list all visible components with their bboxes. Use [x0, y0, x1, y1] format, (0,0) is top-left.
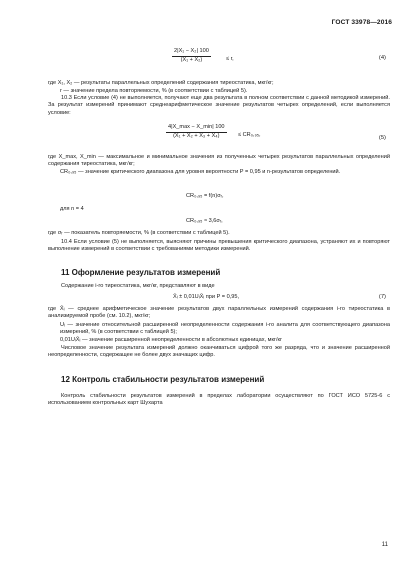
section-11-where-2: Uᵢ — значение относительной расширенной неопределенности содержания i-го аналита для соответствующего диапазона измерений, % (в соответствии с таблицей 5);: [60, 322, 390, 336]
standard-header: ГОСТ 33978—2016: [331, 19, 392, 26]
equation-5-numerator: 4|X_max − X_min| 100: [168, 124, 225, 130]
equation-7-number: (7): [378, 294, 386, 300]
equation-5-fraction: [166, 124, 227, 140]
equation-5-number: (5): [378, 135, 386, 141]
formula-cr-fn: CR₀,₉₅ = f(n)σᵣ,: [186, 193, 224, 199]
section-12-title: 12 Контроль стабильности результатов измерений: [61, 375, 265, 384]
page-number: 11: [381, 542, 388, 548]
section-12-paragraph: Контроль стабильности результатов измерений в пределах лаборатории осуществляют по ГОСТ ИСО 5725-6 с использованием контрольных карт Шухарта: [48, 393, 390, 407]
sigma-definition: где σᵣ — показатель повторяемости, % (в соответствии с таблицей 5).: [48, 230, 230, 236]
equation-5-denominator: (X₁ + X₂ + X₃ + X₄): [173, 133, 220, 139]
equation-5-where-2: CR₀,₉₅ — значение критического диапазона для уровня вероятности P = 0,95 и n-результатов определений.: [60, 169, 341, 175]
section-11-final: Числовое значение результата измерений должно оканчиваться цифрой того же разряда, что и значение расширенной неопределенности, содержащее не более двух значащих цифр.: [48, 345, 390, 359]
section-11-where-3: 0,01UᵢX̄ᵢ — значение расширенной неопределенности в абсолютных единицах, мкг/кг: [60, 337, 282, 343]
section-11-where-1: где X̄ᵢ — среднее арифметическое значение результатов двух параллельных измерений содержания i-го тиреостатика в анализируемой пробе (см. 10.2), мкг/кг;: [48, 306, 390, 320]
paragraph-10-3: 10.3 Если условие (4) не выполняется, получают еще два результата в полном соответствии с данной методикой измерений. За результат измерений принимают среднеарифметическое значение результатов четырех определений, если выполняется условие:: [48, 95, 390, 116]
condition-n-equals-4: для n = 4: [60, 206, 84, 212]
equation-4-where-2: r — значение предела повторяемости, % (в соответствии с таблицей 5).: [60, 87, 248, 94]
equation-4-fraction: [172, 48, 211, 64]
equation-4-numerator: 2|X₁ − X₂| 100: [174, 48, 209, 54]
paragraph-10-4: 10.4 Если условие (5) не выполняется, выясняют причины превышения критического диапазона, устраняют их и повторяют выполнение измерений в соответствии с требованиями методики измерений.: [48, 239, 390, 253]
formula-cr-approx: CR₀,₉₅ ≈ 3,6σᵣ,: [186, 218, 223, 224]
equation-4-where-1: где X₁, X₂ — результаты параллельных определений содержания тиреостатика, мкг/кг;: [48, 80, 274, 86]
equation-4-denominator: (X₁ + X₂): [180, 57, 203, 63]
equation-4-rhs: ≤ r,: [226, 56, 234, 62]
section-11-intro: Содержание i-го тиреостатика, мкг/кг, представляют в виде: [61, 283, 215, 289]
equation-4-number: (4): [378, 55, 386, 61]
section-11-title: 11 Оформление результатов измерений: [61, 268, 221, 277]
section-11-formula: X̄ᵢ ± 0,01UᵢX̄ᵢ при P = 0,95,: [173, 294, 240, 300]
equation-5-where-1: где X_max, X_min — максимальное и минимальное значения из полученных четырех результатов параллельных определений содержания тиреостатика, мкг/кг;: [48, 154, 390, 168]
equation-5-rhs: ≤ CR₀,₉₅,: [238, 132, 261, 138]
